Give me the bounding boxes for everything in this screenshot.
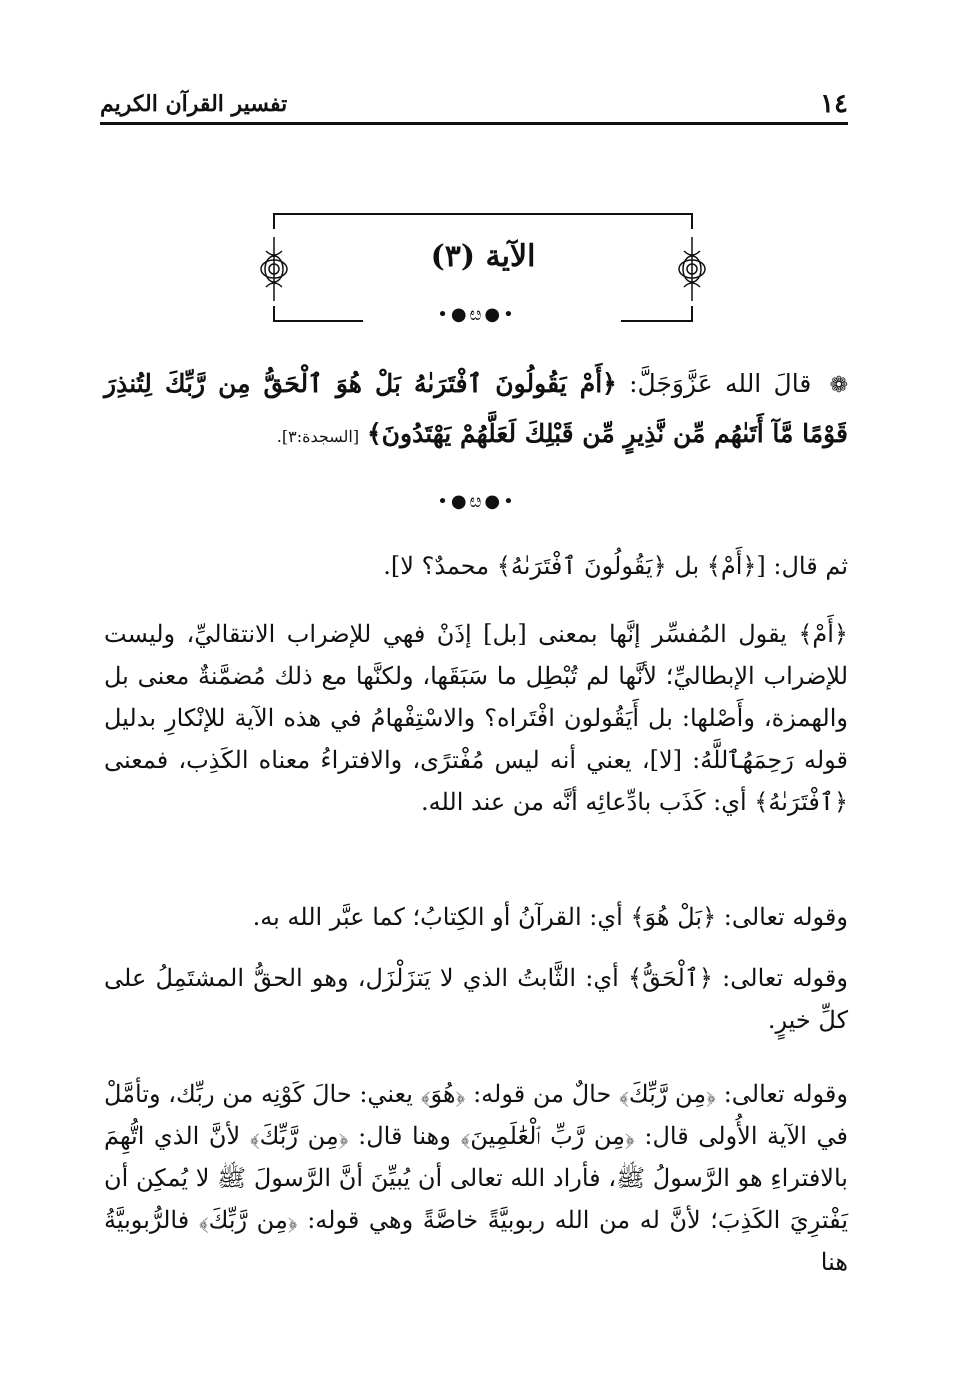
book-title: تفسير القرآن الكريم <box>100 91 288 117</box>
ornament-divider: •●ೞ●• <box>437 491 517 512</box>
commentary-paragraph: وقوله تعالى: ﴿مِن رَّبِّكَ﴾ حالٌ من قوله: ﴿هُوَ﴾ يعني: حالَ كَوْنِه من ربِّك، وتأمَّلْ في الآية الأُولى قال: ﴿مِن رَّبِّ ٱلْعَٰلَمِينَ﴾ وهنا قال: ﴿مِن رَّبِّكَ﴾ لأنَّ الذي اتُّهِمَ بالافتراءِ هو الرَّسولُ ﷺ، فأراد الله تعالى أن يُبيِّنَ أنَّ الرَّسولَ ﷺ لا يُمكِن أن يَفْترِيَ الكَذِبَ؛ لأنَّ له من الله ربوبيَّةً خاصَّةً وهي قوله: ﴿مِن رَّبِّكَ﴾ فالرُّبوبيَّةُ هنا <box>104 1080 848 1276</box>
running-header <box>100 86 848 125</box>
verse-number-heading: الآية (٣) <box>430 239 536 274</box>
page-number: ١٤ <box>820 89 848 119</box>
quran-verse <box>104 360 848 461</box>
verse-text: ﴿أَمْ يَقُولُونَ ٱفْتَرَىٰهُ بَلْ هُوَ ٱلْحَقُّ مِن رَّبِّكَ لِتُنذِرَ قَوْمًا مَّآ أَتَىٰهُم مِّن نَّذِيرٍ مِّن قَبْلِكَ لَعَلَّهُمْ يَهْتَدُونَ﴾ <box>104 369 848 448</box>
commentary-paragraph: ﴿أَمْ﴾ يقول المُفسِّر إنَّها بمعنى [بل] إذَنْ فهي للإضراب الانتقاليِّ، وليست للإضراب الإبطاليِّ؛ لأنَّها لم تُبْطِل ما سَبَقَها، ولكنَّها مع ذلك مُضمَّنةٌ معنى بل والهمزة، وأَصْلها: بل أَيَقُولون افْتَراه؟ والاسْتِفْهامُ في هذه الآية للإنْكارِ بدليل قوله رَحِمَهُٱللَّهُ: [لا]، يعني أنه ليس مُفْترًى، والافتراءُ معناه الكَذِب، فمعنى ﴿ٱفْتَرَىٰهُ﴾ أي: كَذَب بادِّعائِه أنَّه من عند الله. <box>104 620 848 816</box>
rosette-icon: ❁ <box>829 373 849 398</box>
verse-reference: [السجدة:٣]. <box>276 427 360 446</box>
verse-intro: قالَ الله عَزَّوَجَلَّ: <box>629 369 812 398</box>
commentary-paragraph: ثم قال: [﴿أَمْ﴾ بل ﴿يَقُولُونَ ٱفْتَرَىٰهُ﴾ محمدٌ؟ لا]. <box>383 552 848 580</box>
commentary-paragraph: وقوله تعالى: ﴿بَلْ هُوَ﴾ أي: القرآنُ أو الكِتابُ؛ كما عبَّر الله به. <box>252 903 848 931</box>
commentary-paragraph: وقوله تعالى: ﴿ٱلْحَقُّ﴾ أي: الثَّابتُ الذي لا يَتزَلْزَل، وهو الحقُّ المشتَمِلُ على كلِّ خيرٍ. <box>104 964 848 1034</box>
ornament-divider: •●ೞ●• <box>437 304 517 325</box>
frame-corner-right <box>691 215 693 229</box>
frame-corner-left <box>273 215 275 229</box>
